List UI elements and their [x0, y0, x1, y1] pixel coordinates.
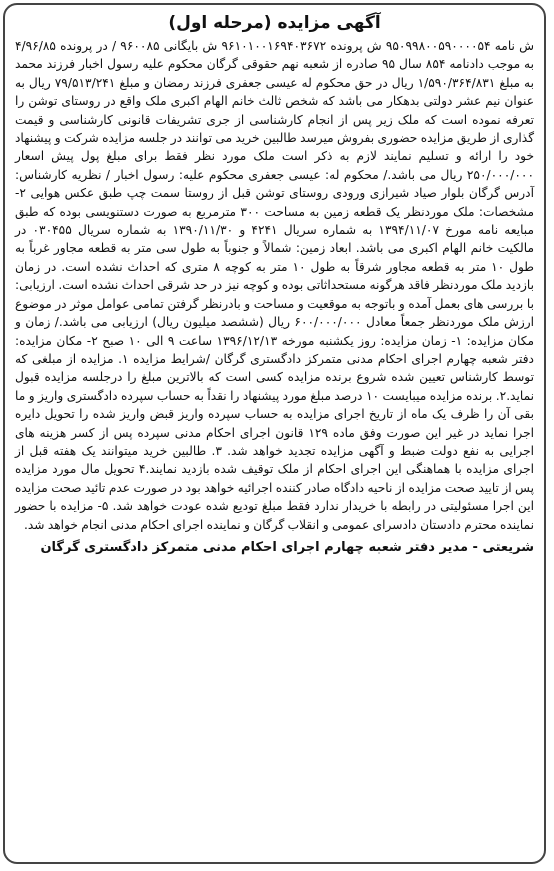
notice-body: ش نامه ۹۵۰۹۹۸۰۰۵۹۰۰۰۰۵۴ ش پرونده ۹۶۱۰۱۰۰۱۶۹۴۰۳۶۷۲ ش بایگانی ۹۶۰۰۸۵ / در پرونده ۴/۹۶/۸۵ به موجب دادنامه ۸۵۴ سال ۹۵ صادره از شعبه نهم حقوقی گرگان محکوم علیه رسول اخبار فرزند محمد به مبلغ ۱/۵۹۰/۳۶۴/۸۳۱ ریال در حق محکوم له عیسی جعفری فرزند رمضان و مبلغ ۷۹/۵۱۳/۲۴۱ ریال به عنوان نیم عشر دولتی بدهکار می باشد که شخص ثالث خانم الهام اکبری ملک واقع در روستای توشن را تعرفه نموده است که ملک زیر پس از انجام کارشناسی از جری تشریفات قانونی کارشناسی و قیمت گذاری از طریق مزایده حضوری بفروش میرسد طالبین خرید می توانند در جلسه مزایده شرکت و پیشنهاد خود را ارائه و تسلیم نمایند لازم به ذکر است ملک مورد نظر فقط برای مبلغ پول پیش اسعار ۲۵۰/۰۰۰/۰۰۰ ریال می باشد./ محکوم له: عیسی جعفری محکوم علیه: رسول اخبار / نظریه کارشناس: آدرس گرگان بلوار صیاد شیرازی ورودی روستای توشن قبل از روستا سمت چپ طبق عکس هوایی ۲- مشخصات: ملک موردنظر یک قطعه زمین به مساحت ۳۰۰ مترمربع به صورت دستنویسی بوده که طبق مبایعه نامه مورخ ۱۳۹۴/۱۱/۰۷ به شماره سریال ۴۲۴۱ و ۱۳۹۰/۱۱/۳۰ به شماره سریال ۰۳۰۴۵۵ در مالکیت خانم الهام اکبری می باشد. ابعاد زمین: شمالاً و جنوباً به طول سی متر به قطعه مجاور غرباً به طول ۱۰ متر به قطعه مجاور شرقاً به طول ۱۰ متر به کوچه ۸ متری که احداث نشده است. در زمان بازدید ملک موردنظر فاقد هرگونه مستحداثاتی بوده و کوچه نیز در حد شرقی احداث نشده است. ارزیابی: با بررسی های بعمل آمده و باتوجه به موقعیت و مساحت و بادرنظر گرفتن تمامی عوامل موثر در موضوع ارزش ملک موردنظر جمعاً معادل ۶۰۰/۰۰۰/۰۰۰ ریال (ششصد میلیون ریال) ارزیابی می باشد./ زمان و مکان مزایده: ۱- زمان مزایده: روز یکشنبه مورخه ۱۳۹۶/۱۲/۱۳ ساعت ۹ الی ۱۰ صبح ۲- مکان مزایده: دفتر شعبه چهارم اجرای احکام مدنی متمرکز دادگستری گرگان /شرایط مزایده ۱. مزایده از مبلغی که توسط کارشناس تعیین شده شروع برنده مزایده کسی است که بالاترین مبلغ را درجلسه مزایده قبول نماید.۲. برنده مزایده میبایست ۱۰ درصد مبلغ مورد پیشنهاد را نقداً به حساب سپرده دادگستری واریز و ما بقی آن را ظرف یک ماه از تاریخ اجرای مزایده به حساب سپرده واریز قبض واریز شده را تحویل دایره اجرا نماید در غیر این صورت وفق ماده ۱۲۹ قانون اجرای احکام مدنی سپرده پس از کسر هزینه های اجرایی به نفع دولت ضبط و آگهی مزایده تجدید خواهد شد. ۳. طالبین خرید میتوانند یک هفته قبل از اجرای مزایده با هماهنگی این اجرای احکام از ملک توقیف شده بازدید نمایند.۴ تحویل مال مورد مزایده پس از تایید صحت مزایده از ناحیه دادگاه صادر کننده اجرائیه خواهد بود در صورت عدم تائید صحت مزایده این اجرا مسئولیتی در رابطه با خریدار ندارد فقط مبلغ تودیع شده عودت خواهد شد. ۵- مزایده با حضور نماینده محترم دادستان دادسرای عمومی و انقلاب گرگان و نماینده اجرای احکام مدنی انجام خواهد شد. — [15, 39, 535, 532]
notice-title: آگهی مزایده (مرحله اول) — [168, 13, 381, 33]
notice-signature: شریعتی - مدیر دفتر شعبه چهارم اجرای احکام مدنی متمرکز دادگستری گرگان — [40, 539, 534, 555]
auction-notice — [3, 3, 546, 864]
